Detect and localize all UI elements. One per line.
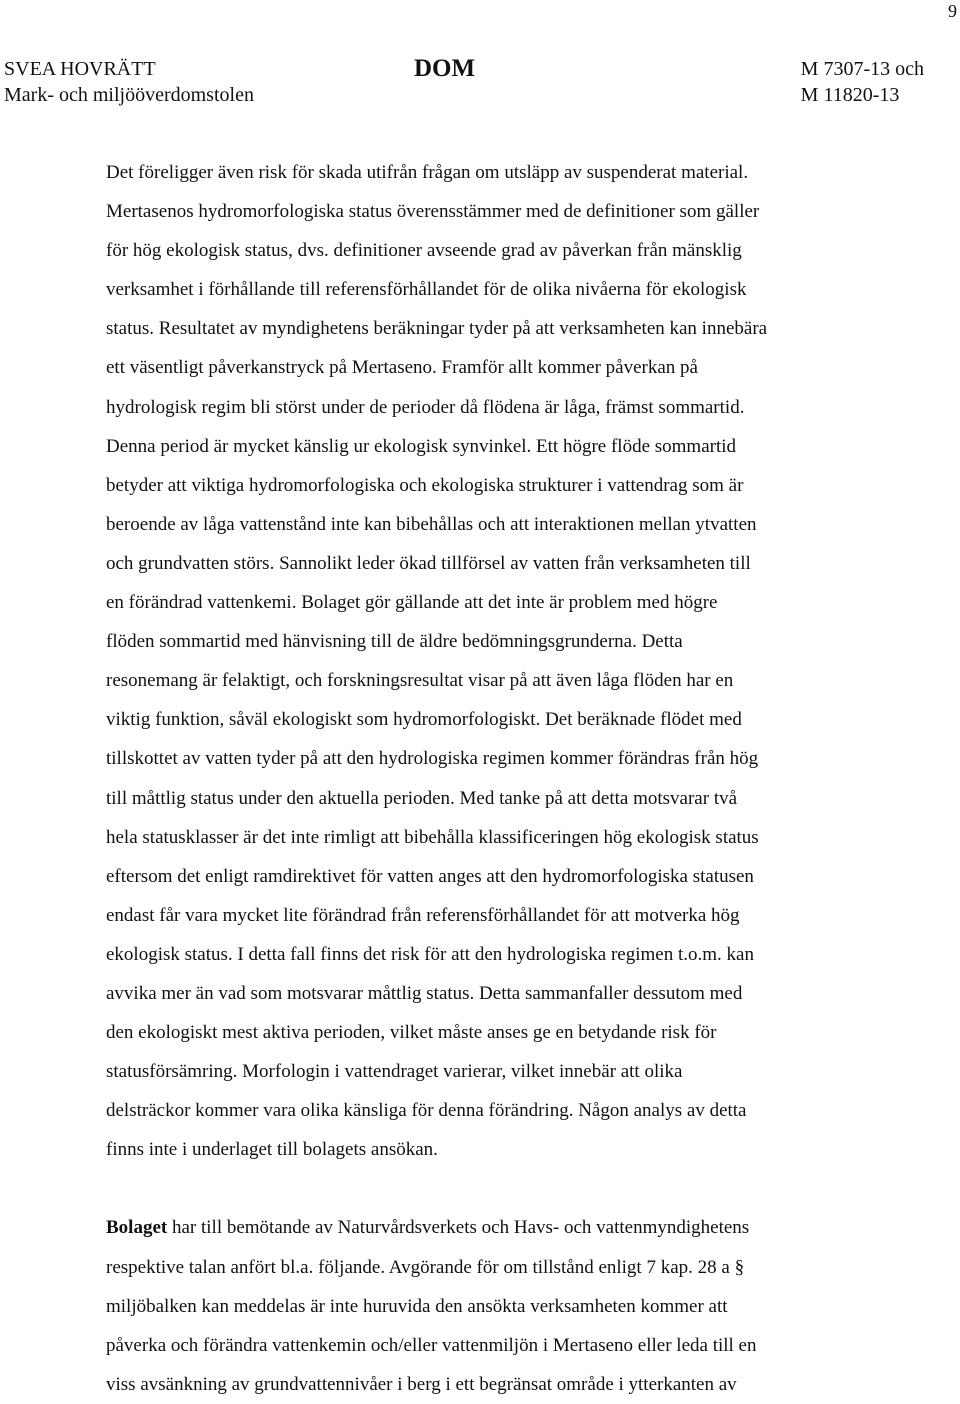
paragraph-line: viss avsänkning av grundvattennivåer i berg i ett begränsat område i ytterkanten av bbox=[106, 1373, 737, 1395]
paragraph-line: den ekologiskt mest aktiva perioden, vilket måste anses ge en betydande risk för bbox=[106, 1022, 717, 1044]
paragraph-line: ekologisk status. I detta fall finns det risk för att den hydrologiska regimen t.o.m. kan bbox=[106, 943, 754, 965]
document-body bbox=[106, 153, 896, 1404]
case-number-1: M 7307-13 och bbox=[800, 58, 924, 80]
paragraph-line: Det föreligger även risk för skada utifrån frågan om utsläpp av suspenderat material. bbox=[106, 162, 749, 183]
document-type: DOM bbox=[414, 55, 476, 82]
paragraph-line: resonemang är felaktigt, och forskningsresultat visar på att även låga flöden har en bbox=[106, 670, 734, 692]
paragraph-line: viktig funktion, såväl ekologiskt som hydromorfologiskt. Det beräknade flödet med bbox=[106, 709, 742, 731]
header-case-block bbox=[801, 56, 924, 108]
court-name: SVEA HOVRÄTT bbox=[4, 58, 156, 80]
header-court-block bbox=[4, 56, 254, 108]
paragraph-line: flöden sommartid med hänvisning till de äldre bedömningsgrunderna. Detta bbox=[106, 631, 683, 653]
case-number-2: M 11820-13 bbox=[800, 84, 900, 106]
paragraph-line: endast får vara mycket lite förändrad från referensförhållandet för att motverka hög bbox=[106, 904, 740, 926]
paragraph-line: ett väsentligt påverkanstryck på Mertaseno. Framför allt kommer påverkan på bbox=[106, 357, 698, 379]
paragraph-line: tillskottet av vatten tyder på att den hydrologiska regimen kommer förändras från hög bbox=[106, 748, 759, 770]
paragraph-line bbox=[106, 1208, 896, 1247]
paragraph-line: till måttlig status under den aktuella perioden. Med tanke på att detta motsvarar två bbox=[106, 787, 738, 809]
paragraph-line: och grundvatten störs. Sannolikt leder ökad tillförsel av vatten från verksamheten till bbox=[106, 552, 751, 574]
paragraph-risk-assessment bbox=[106, 153, 896, 1169]
paragraph-line: miljöbalken kan meddelas är inte huruvida den ansökta verksamheten kommer att bbox=[106, 1295, 728, 1317]
paragraph-line: verksamhet i förhållande till referensförhållandet för de olika nivåerna för ekologisk bbox=[106, 279, 747, 301]
paragraph-line: för hög ekologisk status, dvs. definitioner avseende grad av påverkan från mänsklig bbox=[106, 240, 742, 262]
paragraph-line: delsträckor kommer vara olika känsliga för denna förändring. Någon analys av detta bbox=[106, 1100, 747, 1122]
paragraph-line: hydrologisk regim bli störst under de perioder då flödena är låga, främst sommartid. bbox=[106, 396, 745, 418]
paragraph-line: avvika mer än vad som motsvarar måttlig status. Detta sammanfaller dessutom med bbox=[106, 982, 743, 1004]
paragraph-line: eftersom det enligt ramdirektivet för vatten anges att den hydromorfologiska statusen bbox=[106, 865, 754, 887]
paragraph-line: påverka och förändra vattenkemin och/eller vattenmiljön i Mertaseno eller leda till en bbox=[106, 1334, 757, 1356]
paragraph-line: status. Resultatet av myndighetens beräkningar tyder på att verksamheten kan innebära bbox=[106, 318, 768, 340]
page-number: 9 bbox=[948, 1, 957, 21]
paragraph-line: Mertasenos hydromorfologiska status överensstämmer med de definitioner som gäller bbox=[106, 201, 760, 223]
paragraph-line-text: har till bemötande av Naturvårdsverkets och Havs- och vattenmyndighetens bbox=[167, 1217, 750, 1239]
paragraph-line: betyder att viktiga hydromorfologiska och ekologiska strukturer i vattendrag som är bbox=[106, 474, 744, 496]
paragraph-line: beroende av låga vattenstånd inte kan bibehållas och att interaktionen mellan ytvatten bbox=[106, 513, 757, 535]
paragraph-line: en förändrad vattenkemi. Bolaget gör gällande att det inte är problem med högre bbox=[106, 592, 718, 614]
paragraph-spacer bbox=[106, 1169, 896, 1208]
paragraph-line: statusförsämring. Morfologin i vattendraget varierar, vilket innebär att olika bbox=[106, 1061, 683, 1083]
document-header bbox=[4, 56, 924, 108]
paragraph-line: respektive talan anfört bl.a. följande. Avgörande för om tillstånd enligt 7 kap. 28 a § bbox=[106, 1256, 745, 1278]
paragraph-line: finns inte i underlaget till bolagets ansökan. bbox=[106, 1139, 438, 1161]
paragraph-line: Denna period är mycket känslig ur ekologisk synvinkel. Ett högre flöde sommartid bbox=[106, 435, 737, 457]
paragraph-line: hela statusklasser är det inte rimligt att bibehålla klassificeringen hög ekologisk status bbox=[106, 826, 759, 848]
party-name: Bolaget bbox=[106, 1217, 168, 1239]
court-division: Mark- och miljööverdomstolen bbox=[4, 84, 254, 106]
paragraph-company-response bbox=[106, 1208, 896, 1403]
